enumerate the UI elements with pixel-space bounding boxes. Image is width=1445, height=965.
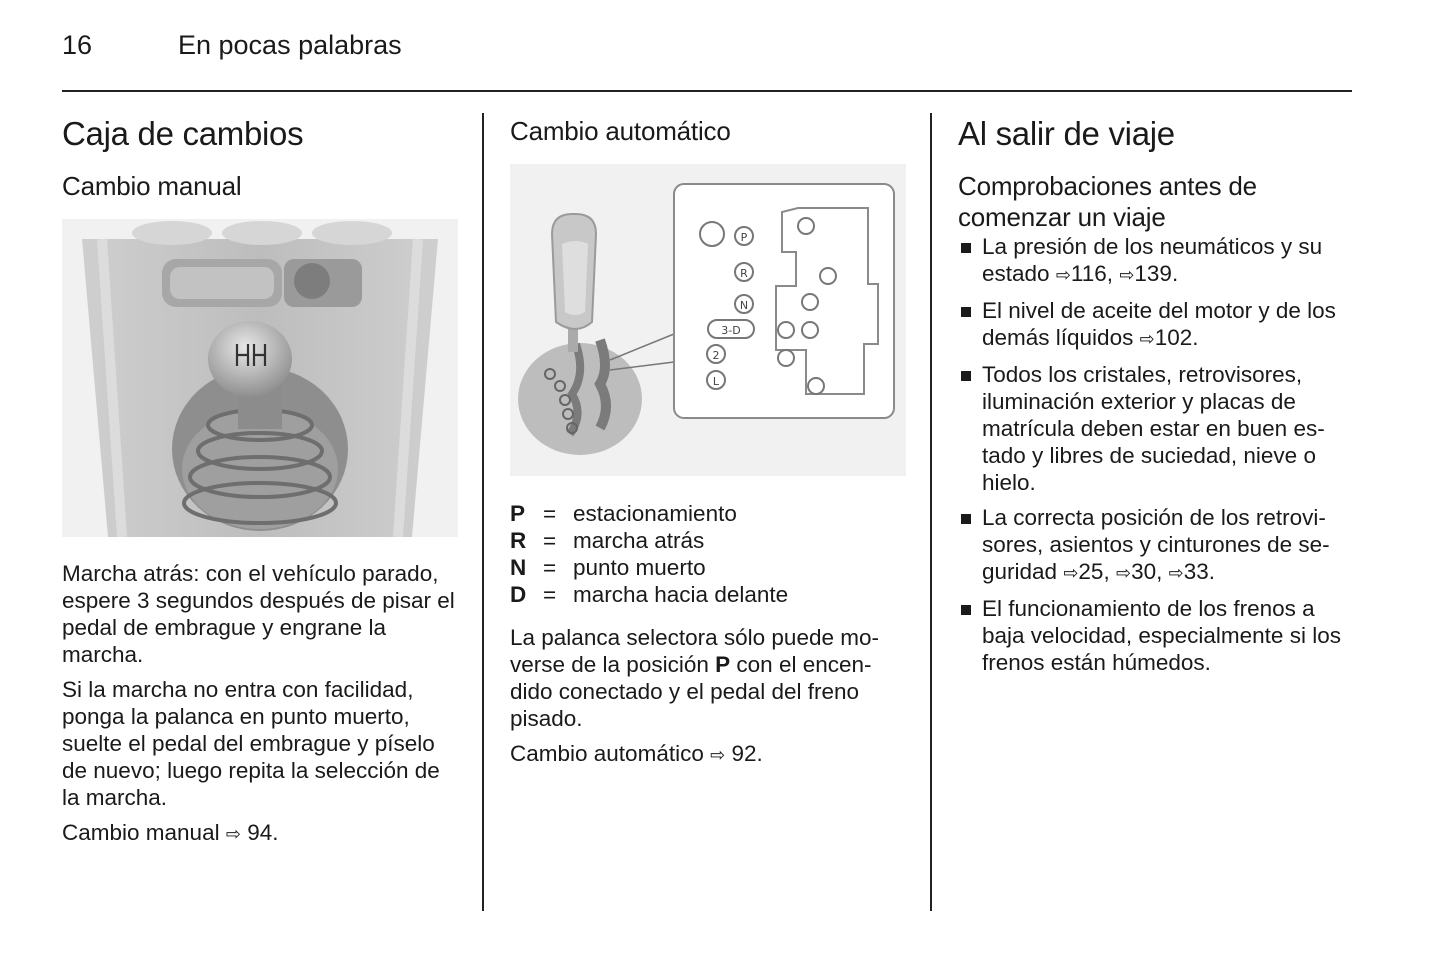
gate-label-l: L [712,375,720,388]
legend-desc: marcha atrás [573,528,705,553]
manual-gear-lever-illustration [62,219,458,537]
xref-page: 94. [247,820,279,845]
legend-key: N [510,555,527,580]
list-item-text: La presión de los neumáticos y su estado [982,234,1323,286]
list-item-text: El nivel de aceite del motor y de los demás líquidos [982,298,1336,350]
cross-reference [62,819,458,848]
legend-equals: = [543,555,557,580]
paragraph-text: con el encen- dido conectado y el pedal del freno pisado. [510,652,872,731]
arrow-right-icon: ⇨ [1063,563,1079,584]
legend-key: P [510,501,526,526]
paragraph-bold: P [715,652,731,677]
list-item-text: El funcionamiento de los frenos a baja velocidad, especialmente si los frenos están húmedos. [982,596,1341,675]
square-bullet-icon [961,307,971,317]
xref-page: 92. [731,741,763,766]
arrow-right-icon: ⇨ [1115,563,1132,584]
list-item [958,297,1354,353]
paragraph: Si la marcha no entra con facilidad, ponga la palanca en punto muerto, suelte el pedal del embrague y píselo de nuevo; luego repita la selección de la marcha. [62,677,440,810]
running-title: En pocas palabras [178,30,402,60]
xref-page: 33. [1183,559,1215,584]
xref-label: Cambio manual [62,820,220,845]
gate-label-r: R [740,267,748,280]
gear-legend [510,500,788,608]
arrow-right-icon: ⇨ [1055,265,1071,286]
legend-key: R [510,528,527,553]
list-item [958,361,1354,496]
square-bullet-icon [961,605,971,615]
xref-page: 116, [1070,261,1114,286]
list-item [958,233,1354,289]
checklist [958,233,1354,676]
xref-page: 30, [1131,559,1163,584]
arrow-right-icon: ⇨ [1139,329,1155,350]
gate-label-3d: 3-D [721,324,741,337]
subsection-heading: Comprobaciones antes de comenzar un viaje [958,171,1257,232]
column-divider [930,113,932,911]
subsection-heading: Cambio automático [510,116,731,146]
square-bullet-icon [961,514,971,524]
header-rule [62,90,1352,92]
list-item [958,504,1354,587]
legend-row [510,527,788,554]
legend-key: D [510,582,527,607]
gate-label-2: 2 [712,349,720,362]
arrow-right-icon: ⇨ [1119,265,1135,286]
column-divider [482,113,484,911]
arrow-right-icon: ⇨ [1168,563,1184,584]
paragraph-text: La palanca selectora sólo puede mo- verse de la posición [510,625,879,677]
gate-label-n: N [739,299,749,312]
legend-equals: = [543,501,557,526]
page-number: 16 [62,30,93,60]
legend-row [510,581,788,608]
xref-page: 25, [1078,559,1110,584]
legend-row [510,554,788,581]
section-heading: Caja de cambios [62,115,304,152]
xref-label: Cambio automático [510,741,704,766]
section-heading: Al salir de viaje [958,115,1175,152]
paragraph [510,624,906,732]
arrow-right-icon: ⇨ [710,745,726,766]
gate-label-p: P [740,231,748,244]
square-bullet-icon [961,371,971,381]
cross-reference [510,740,906,769]
list-item-text: Todos los cristales, retrovisores, iluminación exterior y placas de matrícula deben estar en buen es- tado y libres de suciedad, nieve o hielo. [982,362,1325,495]
legend-row [510,500,788,527]
automatic-notes [510,624,906,769]
xref-page: 102. [1154,325,1199,350]
xref-page: 139. [1134,261,1179,286]
arrow-right-icon: ⇨ [225,824,241,845]
legend-desc: punto muerto [573,555,706,580]
column-gearbox [62,112,458,848]
list-item [958,595,1354,676]
column-automatic [510,112,906,766]
subsection-heading: Cambio manual [62,171,242,201]
legend-desc: marcha hacia delante [573,582,789,607]
legend-equals: = [543,582,557,607]
square-bullet-icon [961,243,971,253]
list-item-text: La correcta posición de los retrovi- sores, asientos y cinturones de se- guridad [982,505,1330,584]
column-trip [958,112,1354,684]
automatic-selector-illustration [510,164,906,476]
legend-equals: = [543,528,557,553]
paragraph: Marcha atrás: con el vehículo parado, espere 3 segundos después de pisar el pedal de embrague y engrane la marcha. [62,561,455,667]
legend-desc: estacionamiento [573,501,737,526]
